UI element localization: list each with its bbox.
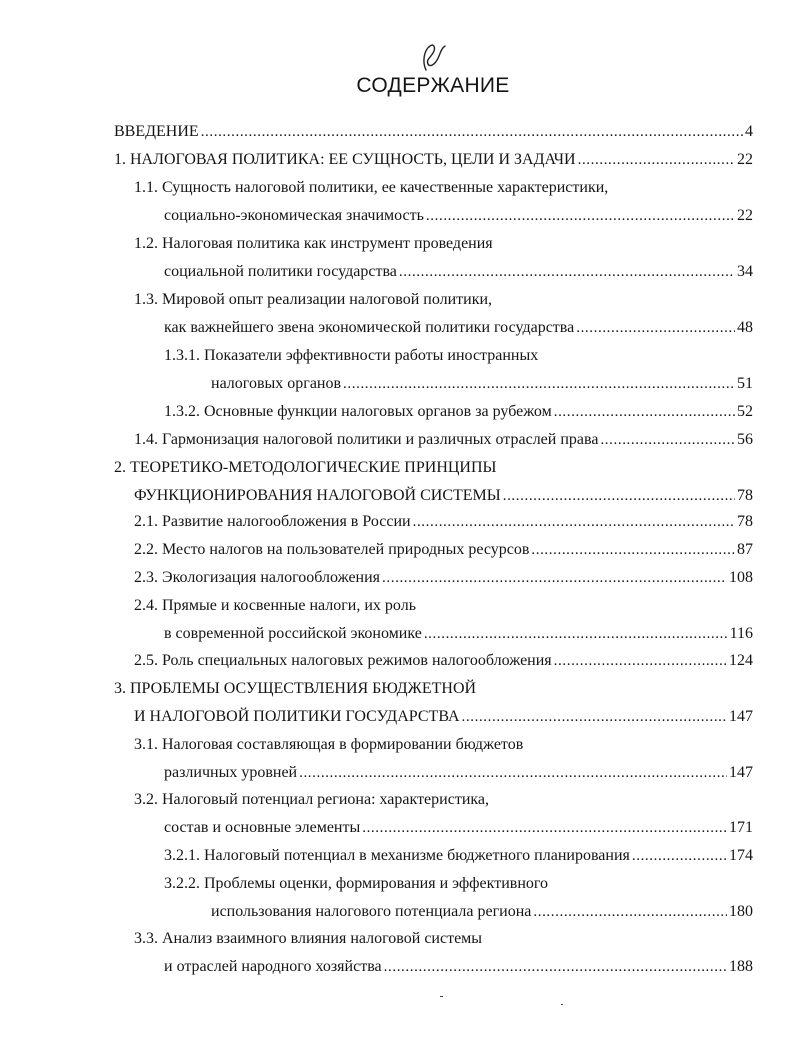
dot-leader	[462, 707, 727, 727]
toc-entry-text: 2.3. Экологизация налогообложения	[134, 569, 381, 586]
dot-leader	[424, 624, 728, 644]
toc-entry-text: 3.2.2. Проблемы оценки, формирования и эффективного	[164, 875, 549, 892]
toc-entry-text: ФУНКЦИОНИРОВАНИЯ НАЛОГОВОЙ СИСТЕМЫ	[134, 487, 501, 504]
toc-entry-text: состав и основные элементы	[164, 819, 361, 836]
dot-leader	[531, 540, 735, 560]
toc-entry-line	[164, 206, 753, 226]
toc-page-number: 147	[729, 708, 753, 725]
toc-entry-line	[164, 402, 753, 422]
toc-entry-text: 2.4. Прямые и косвенные налоги, их роль	[134, 597, 416, 614]
toc-title: СОДЕРЖАНИЕ	[356, 74, 510, 97]
toc-page-number: 174	[729, 847, 753, 864]
dot-leader	[201, 122, 743, 142]
toc-page-number: 171	[729, 819, 753, 836]
toc-entry-text: и отраслей народного хозяйства	[164, 958, 382, 975]
toc-entry-line	[211, 374, 753, 394]
toc-entry-line	[134, 596, 416, 616]
toc-entry-text: 2.2. Место налогов на пользователей природных ресурсов	[134, 541, 530, 558]
toc-entry-text: 2. ТЕОРЕТИКО-МЕТОДОЛОГИЧЕСКИЕ ПРИНЦИПЫ	[114, 459, 497, 476]
toc-page-number: 108	[729, 569, 753, 586]
toc-entry-line	[164, 957, 753, 977]
toc-page-number: 180	[729, 903, 753, 920]
toc-entry-text: И НАЛОГОВОЙ ПОЛИТИКИ ГОСУДАРСТВА	[134, 708, 460, 725]
toc-entry-line	[134, 430, 753, 450]
toc-entry-line	[134, 651, 753, 671]
toc-entry-line	[114, 458, 496, 478]
scan-speck	[440, 996, 443, 997]
dot-leader	[632, 846, 727, 866]
scan-speck	[561, 1004, 563, 1005]
toc-entry-text: 3.2. Налоговый потенциал региона: характеристика,	[134, 791, 490, 808]
dot-leader	[426, 206, 735, 226]
dot-leader	[600, 430, 735, 450]
dot-leader	[413, 512, 735, 532]
toc-page-number: 4	[745, 123, 753, 140]
toc-page-number: 34	[737, 263, 753, 280]
toc-entry-text: социально-экономическая значимость	[164, 207, 424, 224]
toc-entry-line	[164, 318, 753, 338]
toc-entry-text: 1.3.2. Основные функции налоговых органов за рубежом	[164, 403, 552, 420]
toc-entry-text: 1.3. Мировой опыт реализации налоговой политики,	[134, 291, 493, 308]
toc-entry-line	[134, 735, 523, 755]
toc-entry-line	[164, 346, 538, 366]
toc-entry-text: 2.1. Развитие налогообложения в России	[134, 513, 411, 530]
toc-entry-text: 3.2.1. Налоговый потенциал в механизме бюджетного планирования	[164, 847, 630, 864]
toc-entry-line	[114, 679, 476, 699]
toc-page-number: 124	[729, 652, 753, 669]
toc-entry-text: социальной политики государства	[164, 263, 397, 280]
dot-leader	[399, 262, 735, 282]
toc-entry-text: ВВЕДЕНИЕ	[114, 123, 199, 140]
toc-entry-line	[164, 846, 753, 866]
dot-leader	[343, 374, 735, 394]
toc-entry-line	[134, 512, 753, 532]
toc-entry-line	[164, 262, 753, 282]
toc-entry-line	[134, 178, 608, 198]
toc-page-number: 56	[737, 431, 753, 448]
toc-entry-text: 1. НАЛОГОВАЯ ПОЛИТИКА: ЕЕ СУЩНОСТЬ, ЦЕЛИ И ЗАДАЧИ	[114, 151, 576, 168]
toc-entry-line	[134, 790, 489, 810]
toc-entry-line	[114, 150, 753, 170]
toc-entry-text: 3.3. Анализ взаимного влияния налоговой системы	[134, 930, 483, 947]
toc-entry-line	[134, 234, 493, 254]
toc-entry-text: использования налогового потенциала региона	[211, 903, 532, 920]
toc-page-number: 78	[737, 513, 753, 530]
toc-page-number: 188	[729, 958, 753, 975]
toc-entry-text: 1.3.1. Показатели эффективности работы иностранных	[164, 347, 539, 364]
toc-entry-text: 1.1. Сущность налоговой политики, ее качественные характеристики,	[134, 179, 609, 196]
toc-entry-line	[134, 486, 753, 506]
dot-leader	[554, 402, 735, 422]
toc-entry-text: как важнейшего звена экономической политики государства	[164, 319, 575, 336]
toc-entry-text: 3. ПРОБЛЕМЫ ОСУЩЕСТВЛЕНИЯ БЮДЖЕТНОЙ	[114, 680, 477, 697]
toc-page-number: 116	[729, 625, 753, 642]
toc-entry-line	[164, 624, 753, 644]
dot-leader	[382, 568, 727, 588]
toc-entry-text: 1.4. Гармонизация налоговой политики и различных отраслей права	[134, 431, 599, 448]
toc-entry-text: 1.2. Налоговая политика как инструмент проведения	[134, 235, 493, 252]
toc-entry-text: различных уровней	[164, 764, 298, 781]
toc-page-number: 51	[737, 375, 753, 392]
toc-entry-text: 3.1. Налоговая составляющая в формировании бюджетов	[134, 736, 524, 753]
toc-entry-line	[164, 763, 753, 783]
toc-entry-line	[164, 818, 753, 838]
toc-entry-text: 2.5. Роль специальных налоговых режимов налогообложения	[134, 652, 552, 669]
toc-entry-line	[114, 122, 753, 142]
toc-entry-text: налоговых органов	[211, 375, 342, 392]
toc-page-number: 87	[737, 541, 753, 558]
dot-leader	[578, 150, 735, 170]
toc-entry-line	[164, 874, 548, 894]
toc-page-number: 147	[729, 764, 753, 781]
dot-leader	[576, 318, 735, 338]
toc-entry-line	[134, 540, 753, 560]
toc-entry-text: в современной российской экономике	[164, 625, 422, 642]
toc-page-number: 52	[737, 403, 753, 420]
toc-page-number: 48	[737, 319, 753, 336]
toc-entry-line	[134, 707, 753, 727]
dot-leader	[554, 651, 727, 671]
toc-entry-line	[134, 290, 492, 310]
toc-entry-line	[134, 929, 482, 949]
toc-page-number: 78	[737, 487, 753, 504]
toc-entry-line	[211, 902, 753, 922]
toc-page-number: 22	[737, 151, 753, 168]
dot-leader	[384, 957, 727, 977]
dot-leader	[533, 902, 727, 922]
toc-entry-line	[134, 568, 753, 588]
dot-leader	[503, 486, 735, 506]
dot-leader	[299, 763, 727, 783]
toc-page-number: 22	[737, 207, 753, 224]
dot-leader	[362, 818, 727, 838]
